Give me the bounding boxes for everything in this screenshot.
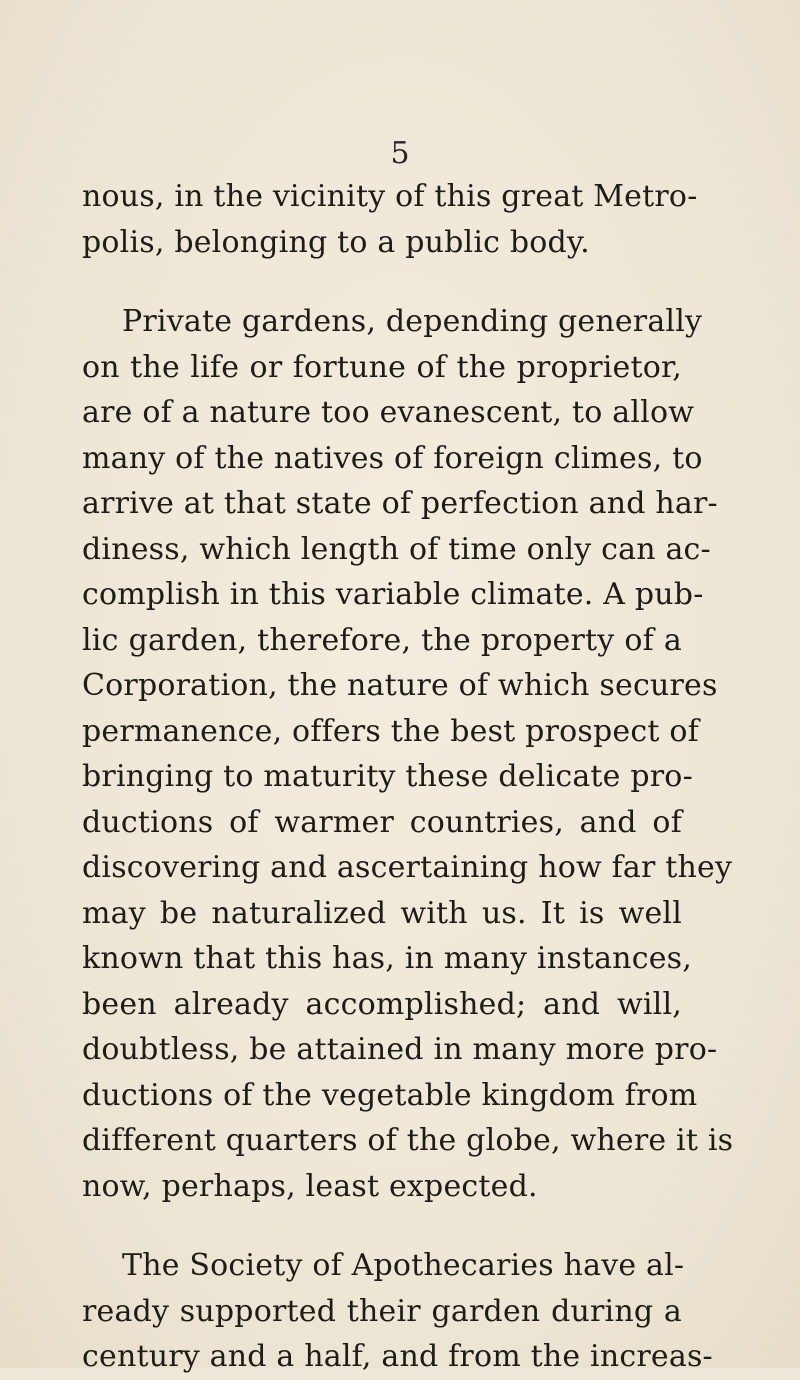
text-line: permanence, offers the best prospect of <box>82 713 699 749</box>
text-line: nous, in the vicinity of this great Metro- <box>82 179 698 214</box>
paragraph-3 <box>82 1243 713 1380</box>
text-line: The Society of Apothecaries have al- <box>122 1248 685 1283</box>
text-line: are of a nature too evanescent, to allow <box>82 395 695 430</box>
text-line: complish in this variable climate. A pub- <box>82 577 704 612</box>
text-line: diness, which length of time only can ac- <box>82 531 711 567</box>
text-line: known that this has, in many instances, <box>82 941 692 976</box>
text-line: ready supported their garden during a <box>82 1293 682 1329</box>
page-number: 5 <box>390 136 410 171</box>
text-line: Private gardens, depending generally <box>122 304 703 339</box>
text-line: ductions of warmer countries, and of <box>82 804 682 840</box>
text-line: ductions of the vegetable kingdom from <box>82 1077 698 1113</box>
text-line: may be naturalized with us. It is well <box>82 895 682 931</box>
text-line: Corporation, the nature of which secures <box>82 668 718 703</box>
text-line: century and a half, and from the increas- <box>82 1339 713 1374</box>
text-line: arrive at that state of perfection and har- <box>82 486 718 521</box>
text-line: now, perhaps, least expected. <box>82 1168 538 1204</box>
text-line: different quarters of the globe, where it is <box>82 1123 734 1158</box>
text-line: lic garden, therefore, the property of a <box>82 622 682 658</box>
paragraph-2 <box>82 299 734 1209</box>
text-line: polis, belonging to a public body. <box>82 224 590 260</box>
text-line: doubtless, be attained in many more pro- <box>82 1032 718 1067</box>
text-line: on the life or fortune of the proprietor, <box>82 349 682 385</box>
body-text <box>82 174 734 1380</box>
paragraph-1 <box>82 174 698 265</box>
text-line: bringing to maturity these delicate pro- <box>82 759 693 794</box>
text-line: many of the natives of foreign climes, to <box>82 440 703 476</box>
text-line: been already accomplished; and will, <box>82 986 682 1022</box>
text-line: discovering and ascertaining how far they <box>82 850 733 885</box>
